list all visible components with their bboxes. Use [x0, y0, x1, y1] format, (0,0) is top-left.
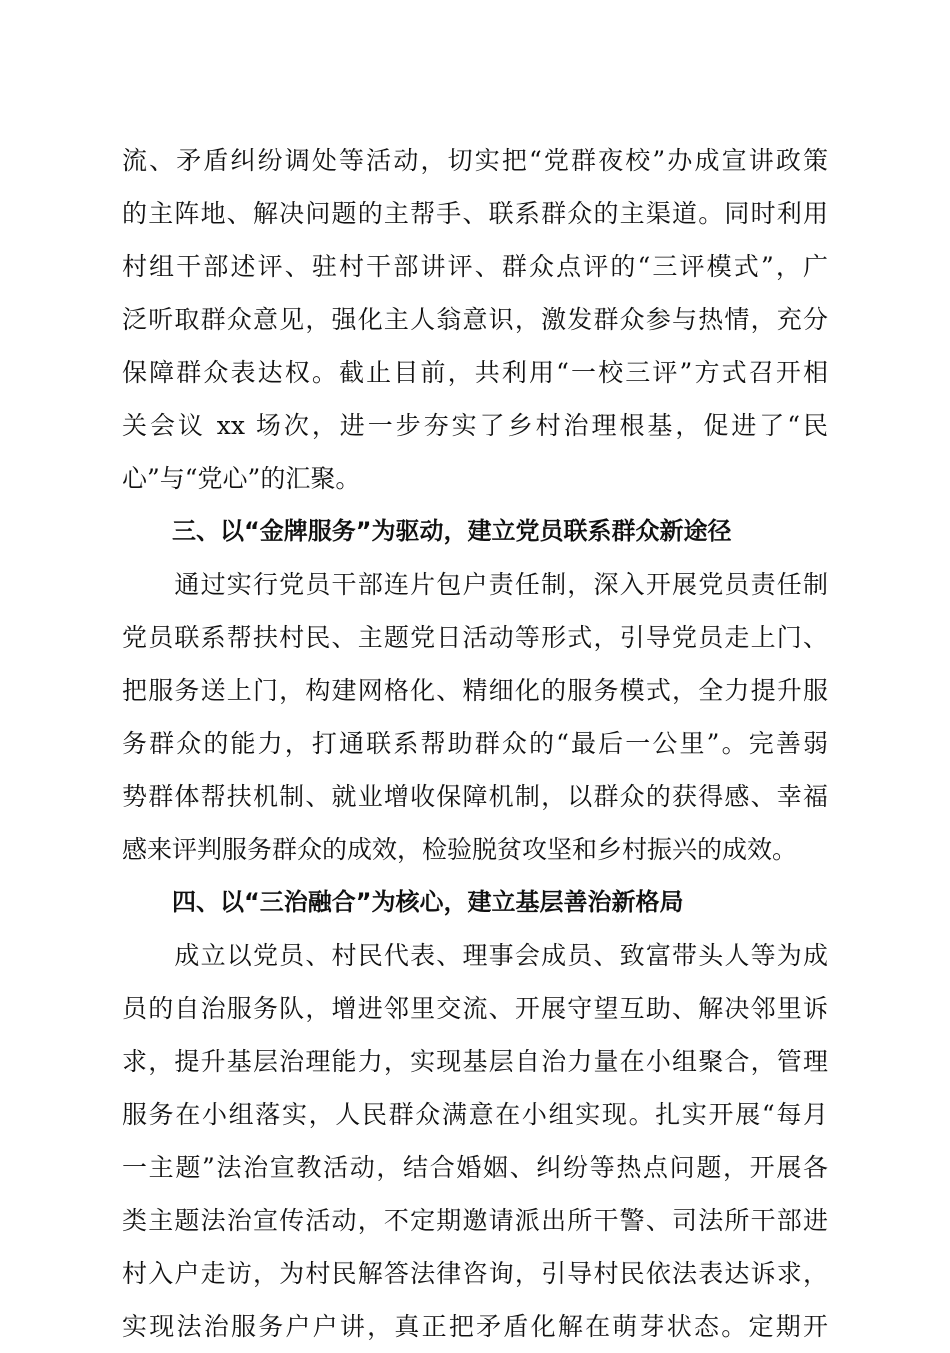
text-line: 求，提升基层治理能力，实现基层自治力量在小组聚合，管理	[122, 1047, 828, 1076]
text-line: 实现法治服务户户讲，真正把矛盾化解在萌芽状态。定期开	[122, 1312, 828, 1341]
text-line: 感来评判服务群众的成效，检验脱贫攻坚和乡村振兴的成效。	[122, 835, 798, 864]
text-line: 一主题”法治宣教活动，结合婚姻、纠纷等热点问题，开展各	[122, 1153, 828, 1182]
paragraph-dang-qun-ye-xiao	[122, 134, 828, 505]
text-line: 村入户走访，为村民解答法律咨询，引导村民依法表达诉求，	[122, 1259, 828, 1288]
paragraph-jin-pai-fu-wu	[122, 558, 828, 876]
text-line: 的主阵地、解决问题的主帮手、联系群众的主渠道。同时利用	[122, 199, 828, 228]
text-line: 员的自治服务队，增进邻里交流、开展守望互助、解决邻里诉	[122, 994, 828, 1023]
text-line: 保障群众表达权。截止目前，共利用“一校三评”方式召开相	[122, 358, 828, 387]
text-line: 服务在小组落实，人民群众满意在小组实现。扎实开展“每月	[122, 1100, 828, 1129]
section-heading-4: 四、以“三治融合”为核心，建立基层善治新格局	[172, 888, 684, 916]
text-line: 势群体帮扶机制、就业增收保障机制，以群众的获得感、幸福	[122, 782, 828, 811]
text-line: 党员联系帮扶村民、主题党日活动等形式，引导党员走上门、	[122, 623, 828, 652]
text-line: 把服务送上门，构建网格化、精细化的服务模式，全力提升服	[122, 676, 828, 705]
text-line: 通过实行党员干部连片包户责任制，深入开展党员责任制	[122, 570, 828, 599]
document-body	[122, 134, 828, 1353]
text-line: 成立以党员、村民代表、理事会成员、致富带头人等为成	[122, 941, 828, 970]
text-line: 心”与“党心”的汇聚。	[122, 464, 361, 493]
text-line: 类主题法治宣传活动，不定期邀请派出所干警、司法所干部进	[122, 1206, 828, 1235]
section-heading-3: 三、以“金牌服务”为驱动，建立党员联系群众新途径	[172, 517, 732, 545]
text-line: 泛听取群众意见，强化主人翁意识，激发群众参与热情，充分	[122, 305, 828, 334]
paragraph-san-zhi-rong-he	[122, 929, 828, 1353]
text-line: 务群众的能力，打通联系帮助群众的“最后一公里”。完善弱	[122, 729, 828, 758]
text-line: 村组干部述评、驻村干部讲评、群众点评的“三评模式”，广	[122, 252, 828, 281]
text-line: 关会议 xx 场次，进一步夯实了乡村治理根基，促进了“民	[122, 411, 828, 440]
text-line: 流、矛盾纠纷调处等活动，切实把“党群夜校”办成宣讲政策	[122, 146, 828, 175]
